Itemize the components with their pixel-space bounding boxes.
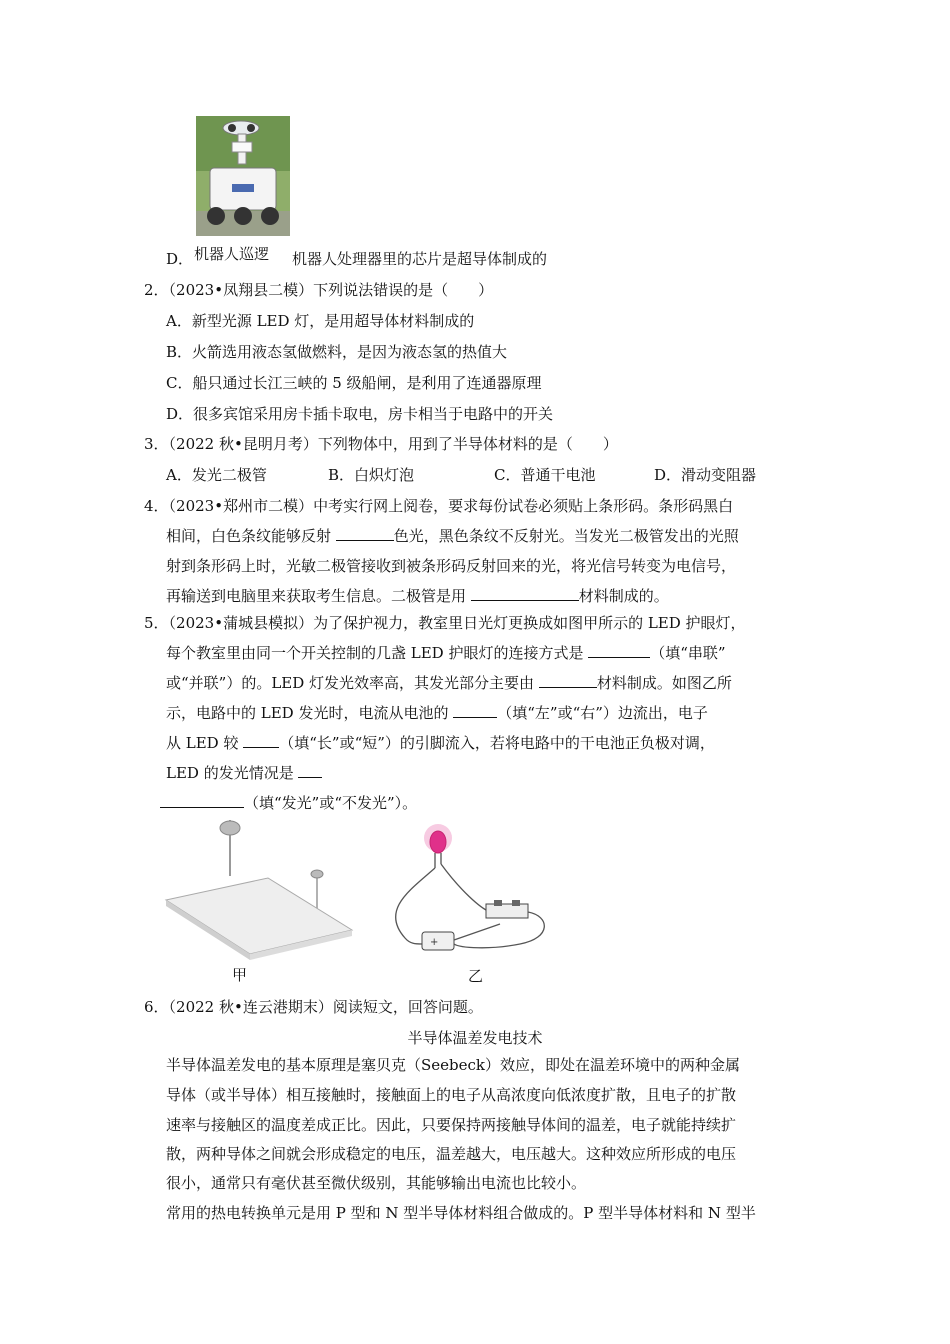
- led-panel-light-figure: [166, 820, 352, 960]
- q5-blank-3[interactable]: [453, 703, 497, 718]
- q6-paragraph-1-line-2: 导体（或半导体）相互接触时，接触面上的电子从高浓度向低浓度扩散，且电子的扩散: [166, 1086, 737, 1104]
- q4-line-3: 射到条形码上时，光敏二极管接收到被条形码反射回来的光，将光信号转变为电信号，: [166, 557, 737, 575]
- patrol-robot-image: [196, 116, 290, 236]
- q3-option-b: B．白炽灯泡: [328, 466, 415, 484]
- q3-option-c: C．普通干电池: [494, 466, 596, 484]
- q5-blank-1[interactable]: [588, 643, 650, 658]
- led-circuit-figure: [396, 824, 545, 950]
- svg-text:+: +: [430, 937, 439, 948]
- q4-line-4: 再输送到电脑里来获取考生信息。二极管是用 材料制成的。: [166, 587, 669, 605]
- q3-option-d: D．滑动变阻器: [654, 466, 757, 484]
- q6-paragraph-1-line-4: 散，两种导体之间就会形成稳定的电压，温差越大，电压越大。这种效应所形成的电压: [166, 1145, 737, 1163]
- q6-paragraph-1-line-3: 速率与接触区的温度差成正比。因此，只要保持两接触导体间的温差，电子就能持续扩: [166, 1116, 737, 1134]
- q2-option-b: B．火箭选用液态氢做燃料，是因为液态氢的热值大: [166, 343, 508, 361]
- q5-line-6: LED 的发光情况是: [166, 763, 322, 783]
- q6-paragraph-2-line-1: 常用的热电转换单元是用 P 型和 N 型半导体材料组合做成的。P 型半导体材料和 N 型半: [166, 1204, 756, 1222]
- q2-option-a: A．新型光源 LED 灯，是用超导体材料制成的: [166, 312, 475, 330]
- q5-line-4: 示，电路中的 LED 发光时，电流从电池的 （填“左”或“右”）边流出，电子: [166, 704, 708, 722]
- q6-paragraph-1-line-1: 半导体温差发电的基本原理是塞贝克（Seebeck）效应，即处在温差环境中的两种金属: [166, 1056, 741, 1074]
- q5-line-7: （填“发光”或“不发光”）。: [160, 793, 417, 813]
- q5-blank-5b[interactable]: [160, 793, 244, 808]
- q6-paragraph-1-line-5: 很小，通常只有毫伏甚至微伏级别，其能够输出电流也比较小。: [166, 1174, 587, 1192]
- figure-label-yi: 乙: [468, 967, 484, 985]
- q5-line-3: 或“并联”）的。LED 灯发光效率高，其发光部分主要由 材料制成。如图乙所: [166, 674, 732, 692]
- q2-option-c: C．船只通过长江三峡的 5 级船闸，是利用了连通器原理: [166, 374, 542, 392]
- q4-line-1: 4．（2023•郑州市二模）中考实行网上阅卷，要求每份试卷必须贴上条形码。条形码黑白: [144, 497, 734, 515]
- q2-option-d: D．很多宾馆采用房卡插卡取电，房卡相当于电路中的开关: [166, 405, 554, 423]
- q1-option-d-letter: D．: [166, 250, 194, 268]
- q5-blank-2[interactable]: [539, 673, 597, 688]
- q1-option-d-text: 机器人处理器里的芯片是超导体制成的: [292, 250, 548, 268]
- q3-option-a: A．发光二极管: [166, 466, 267, 484]
- q6-stem: 6．（2022 秋•连云港期末）阅读短文，回答问题。: [144, 998, 483, 1016]
- q5-line-5: 从 LED 较 （填“长”或“短”）的引脚流入，若将电路中的干电池正负极对调，: [166, 734, 715, 752]
- q5-line-2: 每个教室里由同一个开关控制的几盏 LED 护眼灯的连接方式是 （填“串联”: [166, 644, 726, 662]
- q5-blank-4[interactable]: [243, 733, 279, 748]
- q5-line-1: 5．（2023•蒲城县模拟）为了保护视力，教室里日光灯更换成如图甲所示的 LED 护眼灯，: [144, 614, 746, 632]
- q4-line-2: 相间，白色条纹能够反射 色光，黑色条纹不反射光。当发光二极管发出的光照: [166, 527, 739, 545]
- q5-blank-5a[interactable]: [298, 763, 322, 778]
- figure-label-jia: 甲: [232, 966, 248, 984]
- robot-image-caption: 机器人巡逻: [194, 245, 270, 263]
- q6-article-title: 半导体温差发电技术: [407, 1029, 543, 1047]
- q2-stem: 2．（2023•凤翔县二模）下列说法错误的是（ ）: [144, 281, 494, 299]
- q3-stem: 3．（2022 秋•昆明月考）下列物体中，用到了半导体材料的是（ ）: [144, 435, 618, 453]
- q4-blank-2[interactable]: [471, 586, 579, 601]
- q5-figures: [160, 820, 560, 990]
- q4-blank-1[interactable]: [336, 526, 394, 541]
